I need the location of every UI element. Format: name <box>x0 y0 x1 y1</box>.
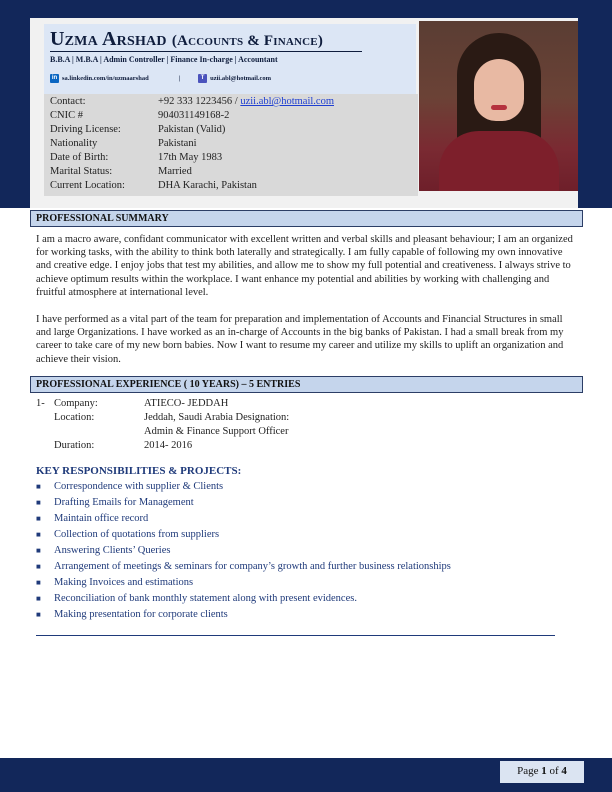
summary-paragraph-2: I have performed as a vital part of the team for preparation and implementation of Accounts and Financial Structures in small and large Organizations. I have worked as an in-charge of Accounts in the big banks of Pakistan. I had a small break from my career to take care of my new born babies. Now I want to resume my career and utilize my skills to uplift an organization and achieve their vision. <box>36 314 564 365</box>
profile-photo <box>419 21 578 191</box>
page-current: 1 <box>541 765 547 777</box>
company-label: Company: <box>54 398 98 409</box>
name-underline <box>50 51 362 52</box>
name-text: Uzma Arshad <box>50 28 167 50</box>
candidate-name <box>50 28 323 51</box>
links-row <box>50 74 271 83</box>
list-item <box>36 608 576 624</box>
list-item <box>36 592 576 608</box>
responsibilities-heading: KEY RESPONSIBILITIES & PROJECTS: <box>36 465 242 477</box>
dob-value: 17th May 1983 <box>158 152 223 163</box>
contact-value <box>158 96 334 107</box>
nationality-label: Nationality <box>50 138 98 149</box>
duration-label: Duration: <box>54 440 95 451</box>
experience-heading: PROFESSIONAL EXPERIENCE ( 10 YEARS) – 5 ENTRIES <box>30 376 583 393</box>
list-item <box>36 512 576 528</box>
nationality-value: Pakistani <box>158 138 197 149</box>
header-side-right <box>578 18 612 208</box>
summary-paragraph-1: I am a macro aware, confidant communicator with excellent written and verbal skills and pleasant behaviour; I am an organized for working tasks, with the ability to think both laterally and strategically. I am fully capable of following my own innovative and creative edge. I enjoy jobs that test my abilities, and allow me to show my full potential and creativeness. I always strive to achieve optimum results within the workplace. I want enhance my potential and abilities by working with challenging and fruitful atmosphere at international level. <box>36 234 573 298</box>
linkedin-icon: in <box>51 75 58 81</box>
list-item-text: Drafting Emails for Management <box>54 497 194 508</box>
page-word: Page <box>517 765 539 777</box>
bullet-icon: ■ <box>36 578 41 587</box>
section-divider <box>36 635 555 636</box>
list-item-text: Correspondence with supplier & Clients <box>54 481 224 492</box>
responsibilities-list <box>36 480 576 624</box>
marital-value: Married <box>158 166 192 177</box>
cnic-value: 904031149168-2 <box>158 110 230 121</box>
top-band <box>0 0 612 18</box>
list-item-text: Arrangement of meetings & seminars for company’s growth and further business relationships <box>54 561 451 572</box>
list-item <box>36 480 576 496</box>
dob-label: Date of Birth: <box>50 152 109 163</box>
location-label: Current Location: <box>50 180 125 191</box>
header-side-left <box>0 18 30 208</box>
license-value: Pakistan (Valid) <box>158 124 226 135</box>
cnic-label: CNIC # <box>50 110 83 121</box>
summary-heading: PROFESSIONAL SUMMARY <box>30 210 583 227</box>
list-item-text: Maintain office record <box>54 513 149 524</box>
photo-face <box>474 59 524 121</box>
qualification-titles: B.B.A | M.B.A | Admin Controller | Finance In-charge | Accountant <box>50 55 278 64</box>
license-label: Driving License: <box>50 124 121 135</box>
department-text: (Accounts & Finance) <box>171 33 324 49</box>
list-item <box>36 496 576 512</box>
list-item <box>36 544 576 560</box>
bullet-icon: ■ <box>36 530 41 539</box>
location-value: DHA Karachi, Pakistan <box>158 180 257 191</box>
list-item-text: Answering Clients’ Queries <box>54 545 171 556</box>
list-item-text: Collection of quotations from suppliers <box>54 529 220 540</box>
phone-number: +92 333 1223456 / <box>158 96 241 107</box>
page-indicator <box>500 761 584 783</box>
photo-lips <box>491 105 507 110</box>
list-item <box>36 560 576 576</box>
location-value-exp: Jeddah, Saudi Arabia Designation: <box>144 412 290 423</box>
teams-icon: T <box>198 74 207 83</box>
list-item-text: Making presentation for corporate clients <box>54 609 228 620</box>
duration-value: 2014- 2016 <box>144 440 193 451</box>
bullet-icon: ■ <box>36 482 41 491</box>
list-item <box>36 528 576 544</box>
list-item <box>36 576 576 592</box>
bullet-icon: ■ <box>36 594 41 603</box>
bullet-icon: ■ <box>36 498 41 507</box>
bullet-icon: ■ <box>36 546 41 555</box>
bullet-icon: ■ <box>36 610 41 619</box>
marital-label: Marital Status: <box>50 166 113 177</box>
email-short-link[interactable]: uzii.abl@hotmail.com <box>210 75 272 82</box>
photo-shoulders <box>439 131 559 191</box>
company-value: ATIECO- JEDDAH <box>144 398 229 409</box>
bullet-icon: ■ <box>36 514 41 523</box>
location-label-exp: Location: <box>54 412 95 423</box>
contact-label: Contact: <box>50 96 86 107</box>
of-word: of <box>549 765 559 777</box>
list-item-text: Reconciliation of bank monthly statement along with present evidences. <box>54 593 357 604</box>
email-link[interactable]: uzii.abl@hotmail.com <box>240 96 334 107</box>
entry-number: 1- <box>36 398 45 409</box>
link-separator: | <box>178 75 181 82</box>
bullet-icon: ■ <box>36 562 41 571</box>
page-total: 4 <box>561 765 567 777</box>
designation-value: Admin & Finance Support Officer <box>144 426 289 437</box>
list-item-text: Making Invoices and estimations <box>54 577 194 588</box>
linkedin-link[interactable]: sa.linkedin.com/in/uzmaarshad <box>62 75 149 82</box>
